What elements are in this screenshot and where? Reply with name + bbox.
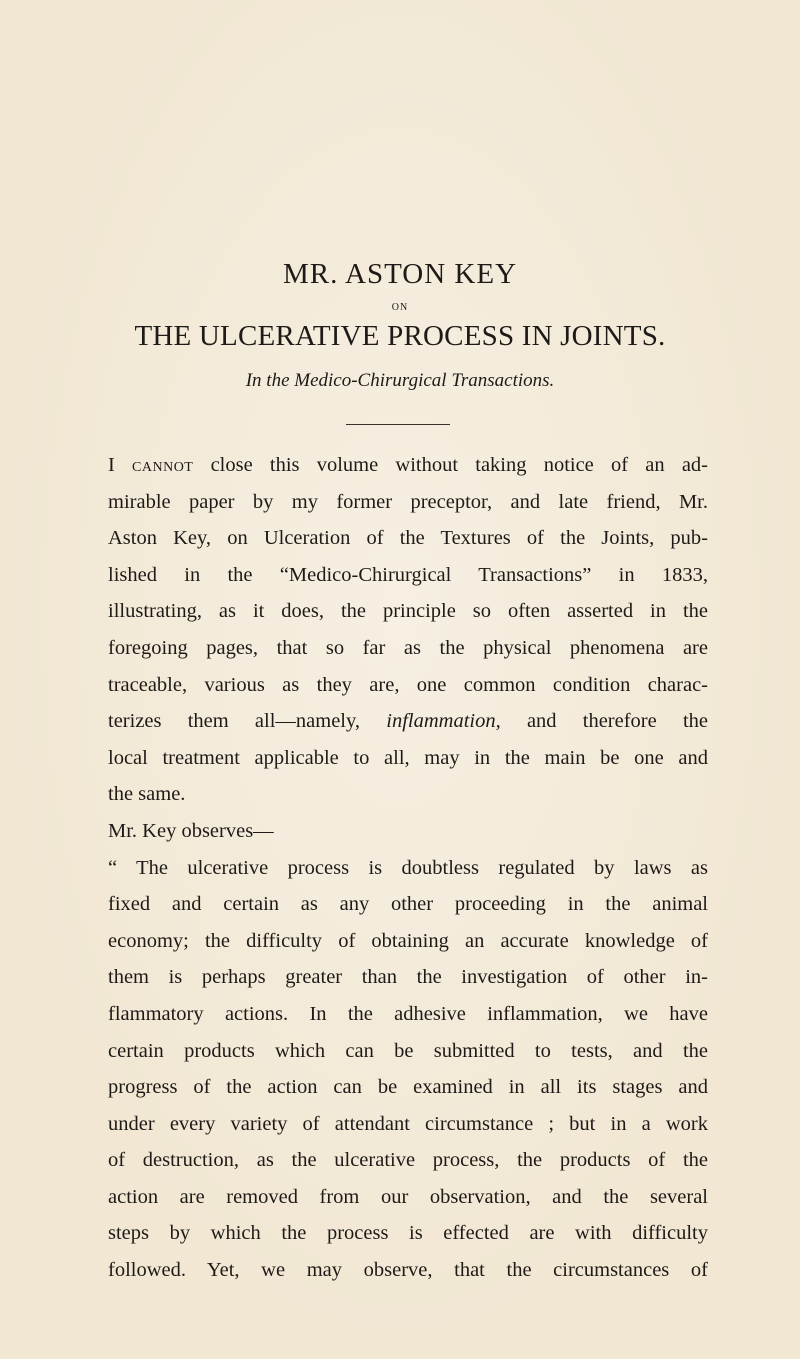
source-citation: In the Medico-Chirurgical Transactions. bbox=[245, 370, 555, 391]
quote-line: economy; the difficulty of obtaining an accurate knowledge of bbox=[108, 929, 708, 952]
paragraph-line bbox=[108, 703, 708, 740]
paragraph-line: foregoing pages, that so far as the physical phenomena are bbox=[108, 636, 708, 659]
paragraph-line: traceable, various as they are, one common condition charac- bbox=[108, 673, 708, 696]
paragraph-line: the same. bbox=[108, 783, 186, 806]
paragraph-line: local treatment applicable to all, may in the main be one and bbox=[108, 746, 708, 769]
quote-line: progress of the action can be examined in all its stages and bbox=[108, 1076, 708, 1099]
quote-line: steps by which the process is effected are with difficulty bbox=[108, 1222, 708, 1245]
body-text bbox=[108, 447, 708, 1289]
paragraph-line: lished in the “Medico-Chirurgical Transactions” in 1833, bbox=[108, 563, 708, 586]
quote-line: them is perhaps greater than the investigation of other in- bbox=[108, 966, 708, 989]
emphasis-word: inflammation, bbox=[386, 710, 501, 733]
line-text: and therefore the bbox=[500, 710, 708, 733]
author-heading: MR. ASTON KEY bbox=[282, 258, 518, 290]
line-text: close this volume without taking notice of an ad- bbox=[193, 454, 708, 476]
quote-line: action are removed from our observation, and the several bbox=[108, 1185, 708, 1208]
paragraph-line: mirable paper by my former preceptor, and late friend, Mr. bbox=[108, 490, 708, 513]
paragraph-line: Mr. Key observes— bbox=[108, 819, 274, 842]
quote-line: flammatory actions. In the adhesive inflammation, we have bbox=[108, 1002, 708, 1025]
article-title: THE ULCERATIVE PROCESS IN JOINTS. bbox=[134, 320, 666, 352]
paragraph-line: Aston Key, on Ulceration of the Textures of the Joints, pub- bbox=[108, 527, 708, 550]
line-text: terizes them all—namely, bbox=[108, 710, 387, 733]
quote-line: under every variety of attendant circumstance ; but in a work bbox=[108, 1112, 708, 1135]
quote-line: certain products which can be submitted to tests, and the bbox=[108, 1039, 708, 1062]
drop-word: I bbox=[108, 454, 115, 476]
quote-line: of destruction, as the ulcerative process, the products of the bbox=[108, 1149, 708, 1172]
quote-line: followed. Yet, we may observe, that the circumstances of bbox=[108, 1259, 708, 1282]
quote-line: fixed and certain as any other proceeding in the animal bbox=[108, 893, 708, 916]
paragraph-line: illustrating, as it does, the principle so often asserted in the bbox=[108, 600, 708, 623]
paragraph-line bbox=[108, 447, 708, 484]
small-caps-word: cannot bbox=[132, 454, 194, 476]
quote-line: “ The ulcerative process is doubtless regulated by laws as bbox=[108, 856, 708, 879]
on-connector: ON bbox=[391, 302, 409, 313]
section-divider bbox=[346, 424, 450, 425]
